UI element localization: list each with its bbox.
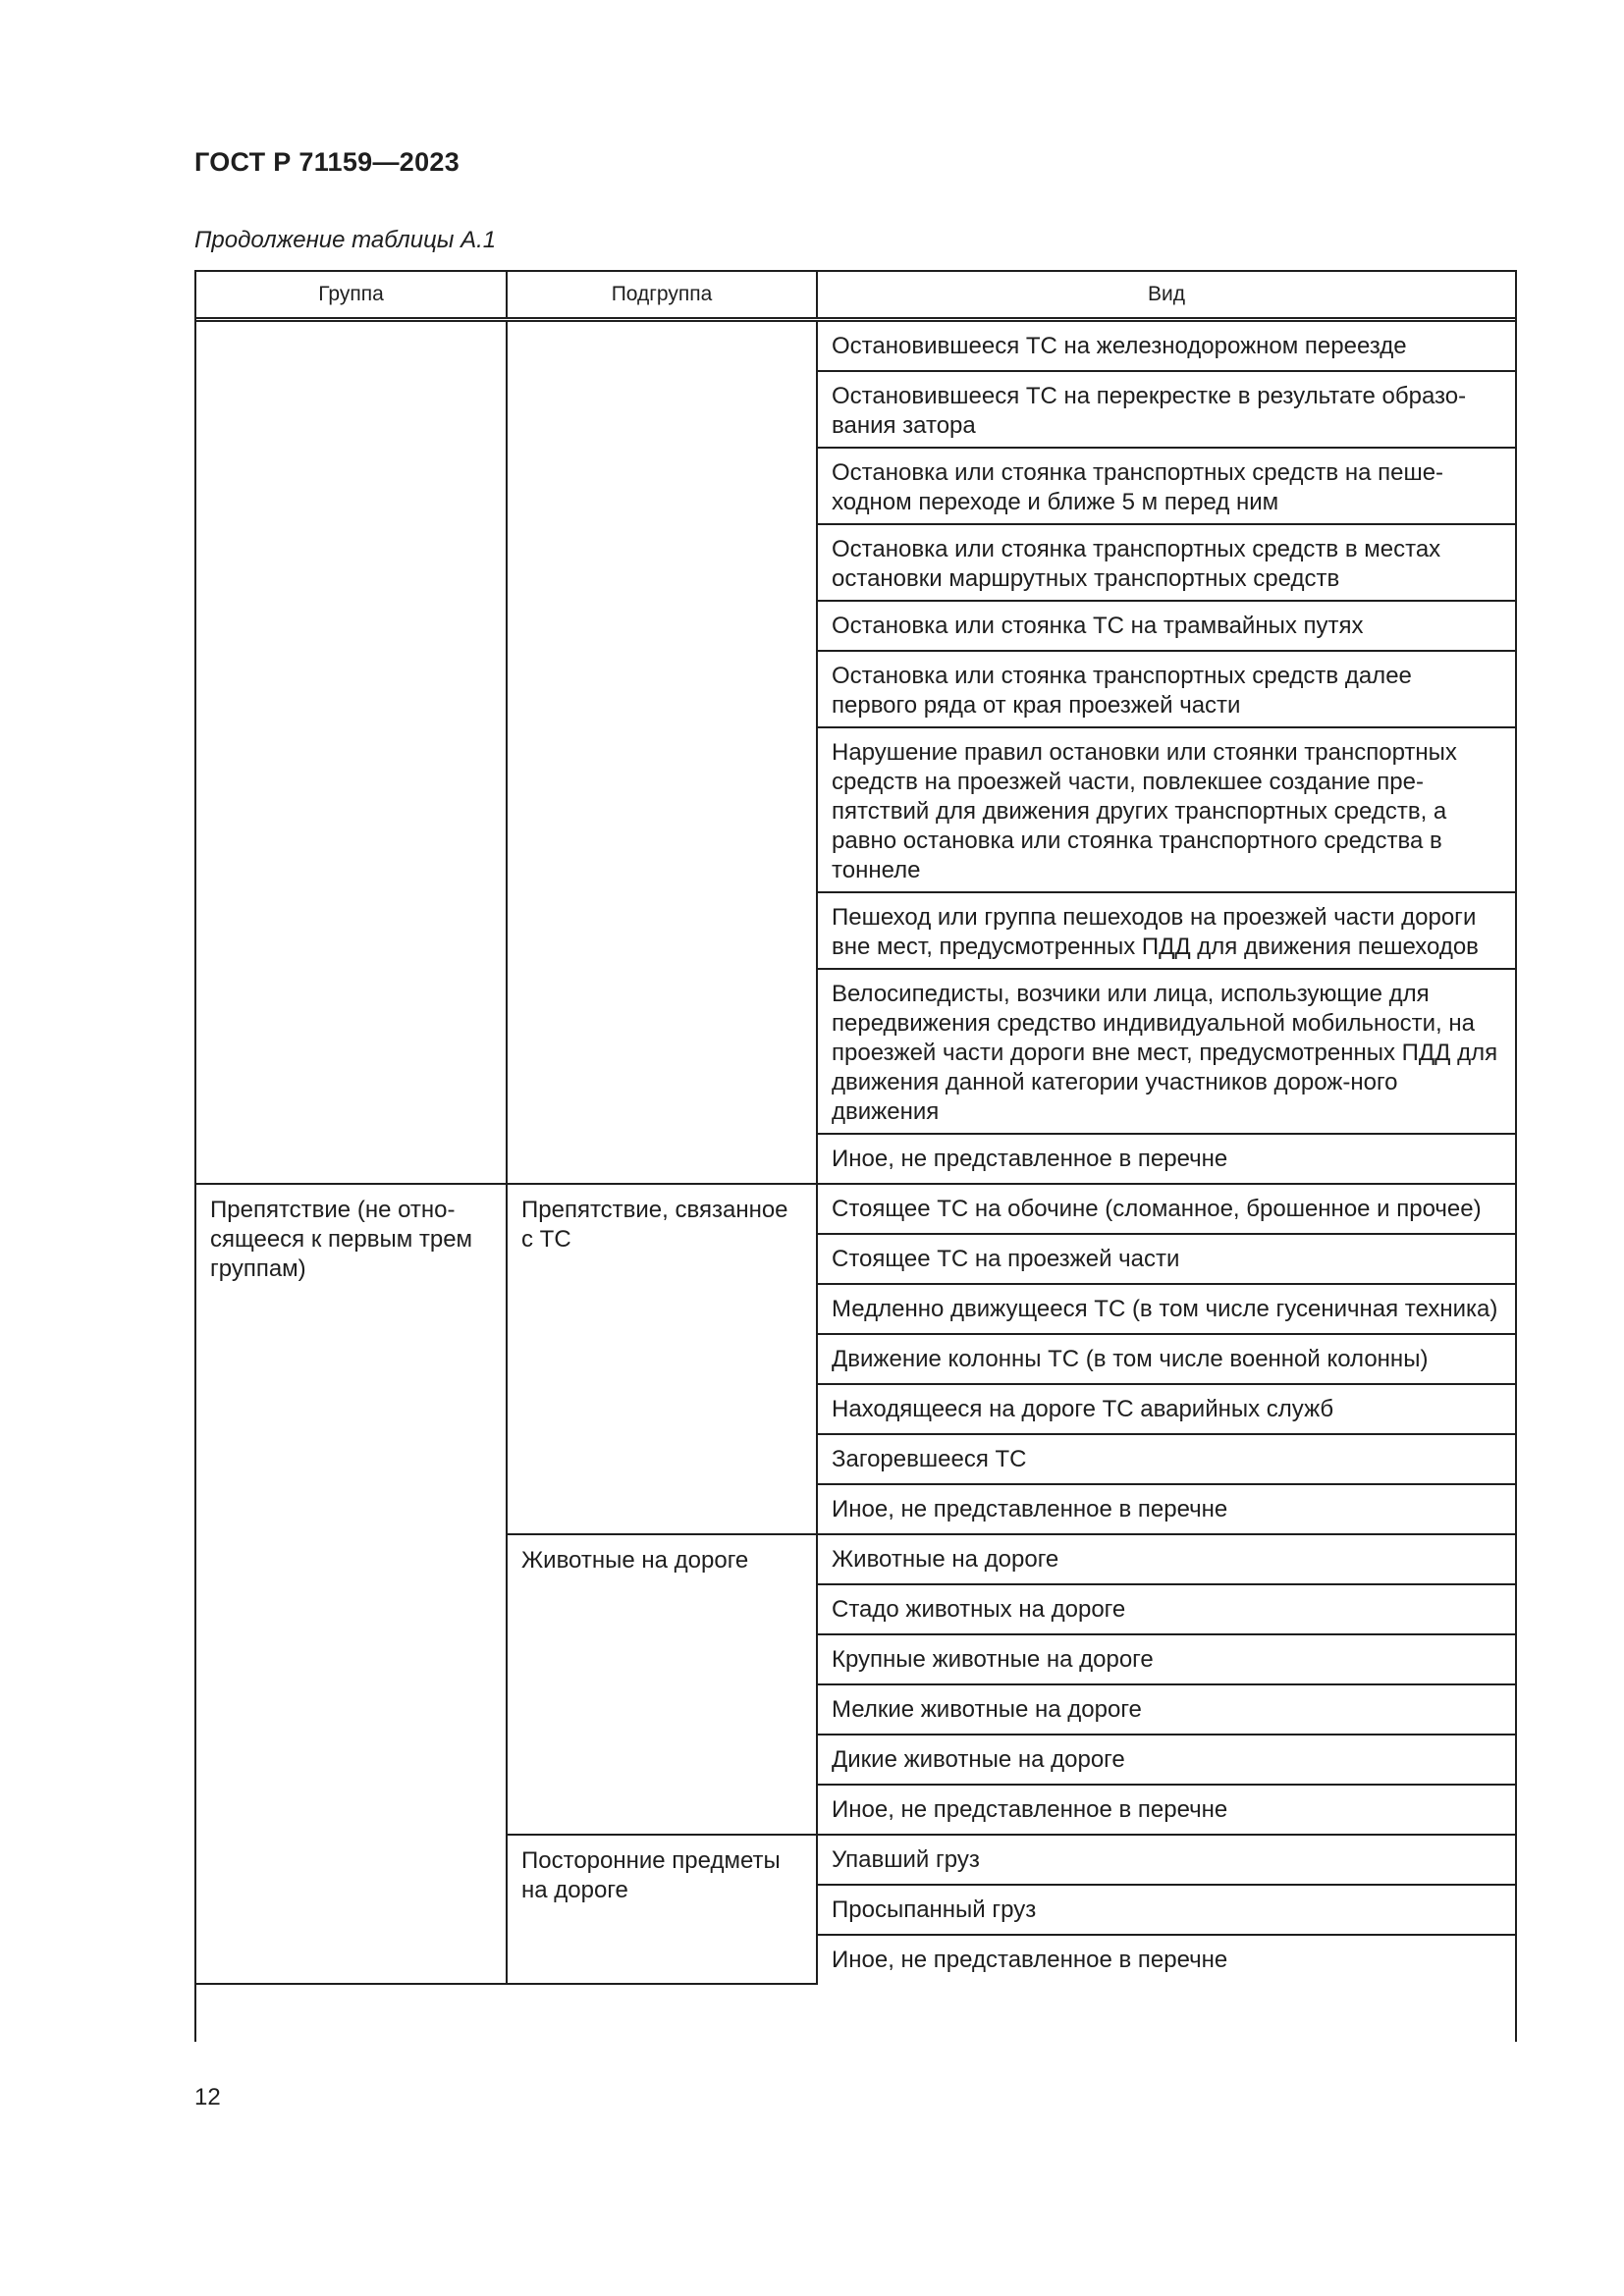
table-header-row — [196, 271, 1515, 320]
type-cell: Движение колонны ТС (в том числе военной колонны) — [817, 1334, 1515, 1384]
subgroup-cell-animals: Животные на дороге — [507, 1534, 817, 1835]
type-cell: Просыпанный груз — [817, 1885, 1515, 1935]
type-cell: Остановка или стоянка транспортных средств в местах остановки маршрутных транспортных средств — [817, 524, 1515, 601]
type-cell: Остановка или стоянка транспортных средств на пеше-ходном переходе и ближе 5 м перед ним — [817, 448, 1515, 524]
table-row — [196, 1184, 1515, 1234]
group-cell-continued — [196, 320, 507, 1185]
type-cell: Остановка или стоянка ТС на трамвайных путях — [817, 601, 1515, 651]
classification-table — [196, 270, 1515, 1985]
subgroup-cell-continued — [507, 320, 817, 1185]
type-cell: Стадо животных на дороге — [817, 1584, 1515, 1634]
group-cell-obstacle: Препятствие (не отно-сящееся к первым трем группам) — [196, 1184, 507, 1984]
column-header-group: Группа — [196, 271, 507, 320]
subgroup-cell-vehicle-obstacle: Препятствие, связанное с ТС — [507, 1184, 817, 1534]
type-cell: Крупные животные на дороге — [817, 1634, 1515, 1684]
page-number: 12 — [194, 2084, 221, 2110]
type-cell: Велосипедисты, возчики или лица, использующие для передвижения средство индивидуальной мобильности, на проезжей части дороги вне мест, предусмотренных ПДД для движения данной категории участников дорож-ного движения — [817, 969, 1515, 1134]
type-cell: Остановившееся ТС на железнодорожном переезде — [817, 320, 1515, 372]
type-cell: Загоревшееся ТС — [817, 1434, 1515, 1484]
type-cell: Упавший груз — [817, 1835, 1515, 1885]
type-cell: Медленно движущееся ТС (в том числе гусеничная техника) — [817, 1284, 1515, 1334]
type-cell: Пешеход или группа пешеходов на проезжей части дороги вне мест, предусмотренных ПДД для движения пешеходов — [817, 892, 1515, 969]
classification-table-frame — [194, 270, 1517, 2042]
type-cell: Иное, не представленное в перечне — [817, 1134, 1515, 1184]
type-cell: Мелкие животные на дороге — [817, 1684, 1515, 1735]
column-header-type: Вид — [817, 271, 1515, 320]
type-cell: Животные на дороге — [817, 1534, 1515, 1584]
subgroup-cell-foreign-objects: Посторонние предметы на дороге — [507, 1835, 817, 1984]
type-cell: Стоящее ТС на проезжей части — [817, 1234, 1515, 1284]
type-cell: Находящееся на дороге ТС аварийных служб — [817, 1384, 1515, 1434]
type-cell: Остановившееся ТС на перекрестке в результате образо-вания затора — [817, 371, 1515, 448]
column-header-subgroup: Подгруппа — [507, 271, 817, 320]
type-cell: Остановка или стоянка транспортных средств далее первого ряда от края проезжей части — [817, 651, 1515, 727]
table-caption: Продолжение таблицы А.1 — [194, 227, 497, 253]
type-cell: Стоящее ТС на обочине (сломанное, брошенное и прочее) — [817, 1184, 1515, 1234]
document-header: ГОСТ Р 71159—2023 — [194, 147, 460, 177]
type-cell: Иное, не представленное в перечне — [817, 1785, 1515, 1835]
type-cell: Нарушение правил остановки или стоянки транспортных средств на проезжей части, повлекшее создание пре-пятствий для движения других транспортных средств, а равно остановка или стоянка транспортного средства в тоннеле — [817, 727, 1515, 892]
type-cell: Иное, не представленное в перечне — [817, 1935, 1515, 1984]
type-cell: Дикие животные на дороге — [817, 1735, 1515, 1785]
table-row — [196, 320, 1515, 372]
type-cell: Иное, не представленное в перечне — [817, 1484, 1515, 1534]
